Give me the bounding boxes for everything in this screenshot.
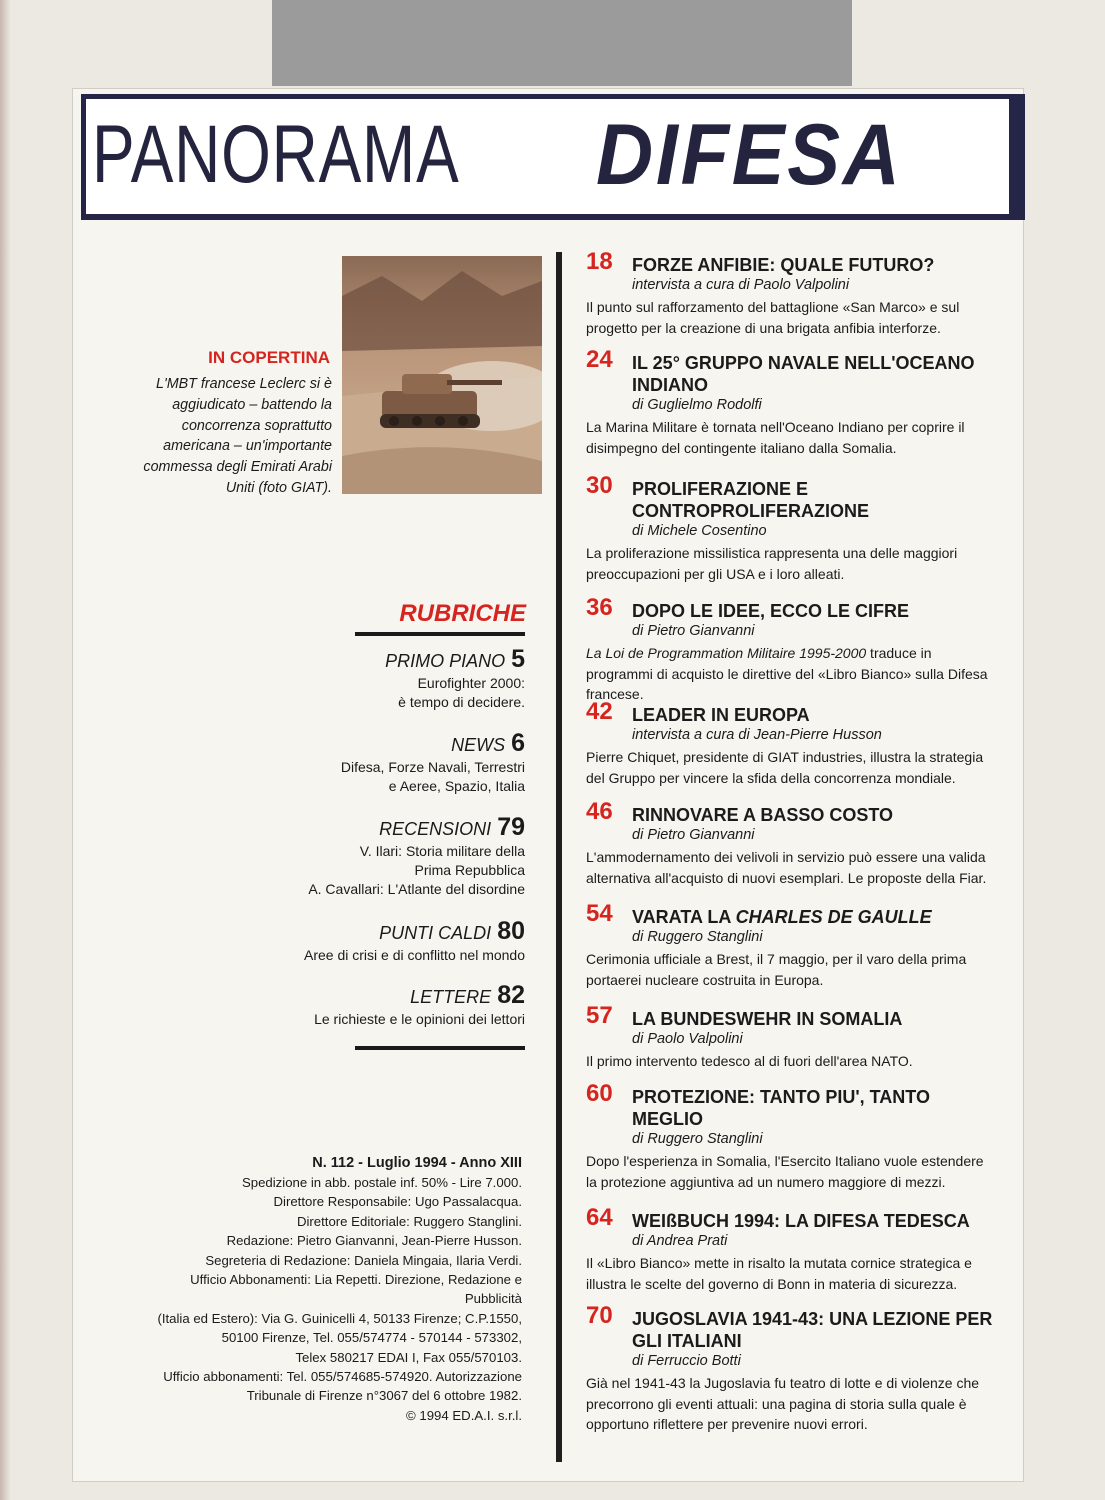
colophon-line: Direttore Editoriale: Ruggero Stanglini.: [296, 1213, 522, 1229]
toc-author: intervista a cura di Jean-Pierre Husson: [632, 727, 882, 743]
toc-author: di Andrea Prati: [632, 1233, 728, 1249]
toc-item[interactable]: [586, 1080, 998, 1192]
toc-item[interactable]: [586, 248, 998, 338]
toc-desc: La Marina Militare è tornata nell'Oceano Indiano per coprire il disimpegno del contingente italiano dalla Somalia.: [586, 419, 965, 456]
rubrica-line: e Aeree, Spazio, Italia: [388, 778, 525, 794]
colophon-line: Segreteria di Redazione: Daniela Mingaia, Ilaria Verdi.: [205, 1252, 522, 1268]
toc-desc-italic: La Loi de Programmation Militaire 1995-2000: [586, 645, 867, 661]
page-edge: [0, 0, 10, 1500]
toc-author: di Pietro Gianvanni: [632, 827, 755, 843]
rubriche-heading: RUBRICHE: [399, 600, 526, 627]
toc-item[interactable]: [586, 900, 998, 990]
colophon-line: Spedizione in abb. postale inf. 50% - Lire 7.000.: [241, 1175, 522, 1190]
toc-desc: [586, 643, 998, 705]
toc-desc: L'ammodernamento dei velivoli in servizio può essere una valida alternativa all'acquisto di nuovi esemplari. Le proposte della Fiar.: [586, 849, 987, 886]
toc-title-italic: CHARLES DE GAULLE: [735, 907, 932, 927]
masthead-box: [86, 99, 1009, 214]
toc-title: WEIßBUCH 1994: LA DIFESA TEDESCA: [632, 1211, 970, 1231]
rubriche-rule-top: [355, 632, 525, 636]
rubrica-line: Difesa, Forze Navali, Terrestri: [340, 759, 525, 775]
rubrica-lettere: [280, 982, 525, 1029]
rubrica-recensioni: [280, 814, 525, 899]
toc-title: [632, 906, 998, 928]
rubrica-page: 80: [497, 917, 525, 945]
toc-desc: Dopo l'esperienza in Somalia, l'Esercito Italiano vuole estendere la protezione aggiuntiva ad un numero maggiore di mezzi.: [586, 1153, 984, 1190]
rubrica-title: LETTERE: [410, 987, 492, 1007]
rubrica-line: è tempo di decidere.: [398, 694, 525, 710]
colophon-line: Direttore Responsabile: Ugo Passalacqua.: [273, 1194, 522, 1210]
toc-author: di Ruggero Stanglini: [632, 929, 763, 945]
toc-page: 36: [586, 594, 613, 621]
toc-title: LEADER IN EUROPA: [632, 705, 810, 725]
toc-desc: Il primo intervento tedesco al di fuori dell'area NATO.: [586, 1053, 913, 1069]
colophon-line: Telex 580217 EDAI I, Fax 055/570103.: [295, 1349, 522, 1365]
toc-item[interactable]: [586, 698, 998, 788]
colophon-line: (Italia ed Estero): Via G. Guinicelli 4, 50133 Firenze; C.P.1550,: [157, 1310, 522, 1326]
rubrica-line: Le richieste e le opinioni dei lettori: [314, 1011, 525, 1027]
toc-author: di Michele Cosentino: [632, 523, 767, 539]
toc-page: 46: [586, 798, 613, 825]
toc-desc: Cerimonia ufficiale a Brest, il 7 maggio, per il varo della prima portaerei nucleare costruita in Europa.: [586, 951, 967, 988]
toc-desc: Il «Libro Bianco» mette in risalto la mutata cornice strategica e illustra le scelte del governo di Bonn in materia di sicurezza.: [586, 1255, 972, 1292]
colophon-line: © 1994 ED.A.I. s.r.l.: [406, 1407, 522, 1423]
toc-title: IL 25° GRUPPO NAVALE NELL'OCEANO INDIANO: [632, 353, 975, 395]
toc-item[interactable]: [586, 1302, 998, 1435]
toc-desc-rest: traduce in programmi di acquisto le direttive del «Libro Bianco» sulla Difesa francese.: [586, 645, 988, 703]
colophon-line: Ufficio abbonamenti: Tel. 055/574685-574920. Autorizzazione: [163, 1369, 522, 1385]
toc-title: LA BUNDESWEHR IN SOMALIA: [632, 1009, 903, 1029]
rubrica-news: [280, 730, 525, 796]
toc-title: FORZE ANFIBIE: QUALE FUTURO?: [632, 255, 935, 275]
toc-page: 70: [586, 1302, 613, 1329]
rubrica-page: 82: [497, 981, 525, 1009]
toc-desc: La proliferazione missilistica rappresenta una delle maggiori preoccupazioni per gli USA e i loro alleati.: [586, 545, 958, 582]
colophon-line: Redazione: Pietro Gianvanni, Jean-Pierre Husson.: [226, 1233, 522, 1249]
gray-header-block: [272, 0, 852, 86]
issue-line: N. 112 - Luglio 1994 - Anno XIII: [312, 1155, 522, 1171]
toc-page: 64: [586, 1204, 613, 1231]
masthead-difesa: DIFESA: [596, 107, 903, 203]
toc-page: 42: [586, 698, 613, 725]
colophon-line: Tribunale di Firenze n°3067 del 6 ottobre 1982.: [246, 1388, 522, 1404]
rubrica-line: Eurofighter 2000:: [417, 675, 525, 691]
toc-author: di Ruggero Stanglini: [632, 1131, 763, 1147]
toc-item[interactable]: [586, 346, 998, 458]
cover-photo: [342, 256, 542, 494]
toc-desc: Già nel 1941-43 la Jugoslavia fu teatro di lotte e di violenze che precorrono gli eventi attuali: una pagina di storia sulla quale è opportuno riflettere per prevenire nuovi errori.: [586, 1375, 980, 1433]
rubrica-title: NEWS: [451, 735, 506, 755]
toc-title: DOPO LE IDEE, ECCO LE CIFRE: [632, 601, 910, 621]
toc-page: 54: [586, 900, 613, 927]
toc-desc: Il punto sul rafforzamento del battaglione «San Marco» e sul progetto per la creazione di una brigata anfibia interforze.: [586, 299, 960, 336]
toc-title: JUGOSLAVIA 1941-43: UNA LEZIONE PER GLI ITALIANI: [632, 1309, 993, 1351]
column-divider: [556, 252, 562, 1462]
colophon: [130, 1153, 522, 1425]
toc-item[interactable]: [586, 1002, 998, 1072]
toc-author: di Pietro Gianvanni: [632, 623, 755, 639]
toc-page: 18: [586, 248, 613, 275]
toc-author: di Guglielmo Rodolfi: [632, 397, 762, 413]
rubrica-line: Prima Repubblica: [414, 862, 525, 878]
toc-page: 57: [586, 1002, 613, 1029]
rubrica-primo-piano: [280, 646, 525, 712]
toc-desc: Pierre Chiquet, presidente di GIAT industries, illustra la strategia del Gruppo per vincere la sfida della concorrenza mondiale.: [586, 749, 984, 786]
rubrica-line: V. Ilari: Storia militare della: [359, 843, 525, 859]
toc-page: 60: [586, 1080, 613, 1107]
rubrica-title: PUNTI CALDI: [379, 923, 492, 943]
colophon-line: 50100 Firenze, Tel. 055/574774 - 570144 - 573302,: [221, 1330, 522, 1346]
rubrica-title: PRIMO PIANO: [385, 651, 506, 671]
toc-page: 24: [586, 346, 613, 373]
toc-title: PROTEZIONE: TANTO PIU', TANTO MEGLIO: [632, 1087, 930, 1129]
rubrica-page: 5: [511, 645, 525, 673]
rubrica-page: 79: [497, 813, 525, 841]
toc-item[interactable]: [586, 1204, 998, 1294]
cover-heading: IN COPERTINA: [208, 348, 330, 367]
masthead-panorama: PANORAMA: [92, 109, 460, 200]
toc-title: RINNOVARE A BASSO COSTO: [632, 805, 894, 825]
masthead: [81, 94, 1025, 220]
rubrica-line: A. Cavallari: L'Atlante del disordine: [308, 881, 525, 897]
toc-author: intervista a cura di Paolo Valpolini: [632, 277, 850, 293]
toc-title-part: VARATA LA: [632, 907, 736, 927]
toc-item[interactable]: [586, 594, 998, 705]
rubrica-punti-caldi: [280, 918, 525, 965]
toc-author: di Ferruccio Botti: [632, 1353, 741, 1369]
toc-item[interactable]: [586, 472, 998, 584]
rubrica-line: Aree di crisi e di conflitto nel mondo: [304, 947, 525, 963]
cover-caption: L'MBT francese Leclerc si è aggiudicato – battendo la concorrenza soprattutto americana – un'importante commessa degli Emirati Arabi Uniti (foto GIAT).: [143, 376, 332, 496]
toc-author: di Paolo Valpolini: [632, 1031, 743, 1047]
rubriche-rule-bottom: [355, 1046, 525, 1050]
toc-item[interactable]: [586, 798, 998, 888]
toc-title: PROLIFERAZIONE E CONTROPROLIFERAZIONE: [632, 479, 869, 521]
rubrica-page: 6: [511, 729, 525, 757]
toc-page: 30: [586, 472, 613, 499]
rubrica-title: RECENSIONI: [379, 819, 492, 839]
colophon-line: Ufficio Abbonamenti: Lia Repetti. Direzione, Redazione e Pubblicità: [190, 1272, 522, 1307]
